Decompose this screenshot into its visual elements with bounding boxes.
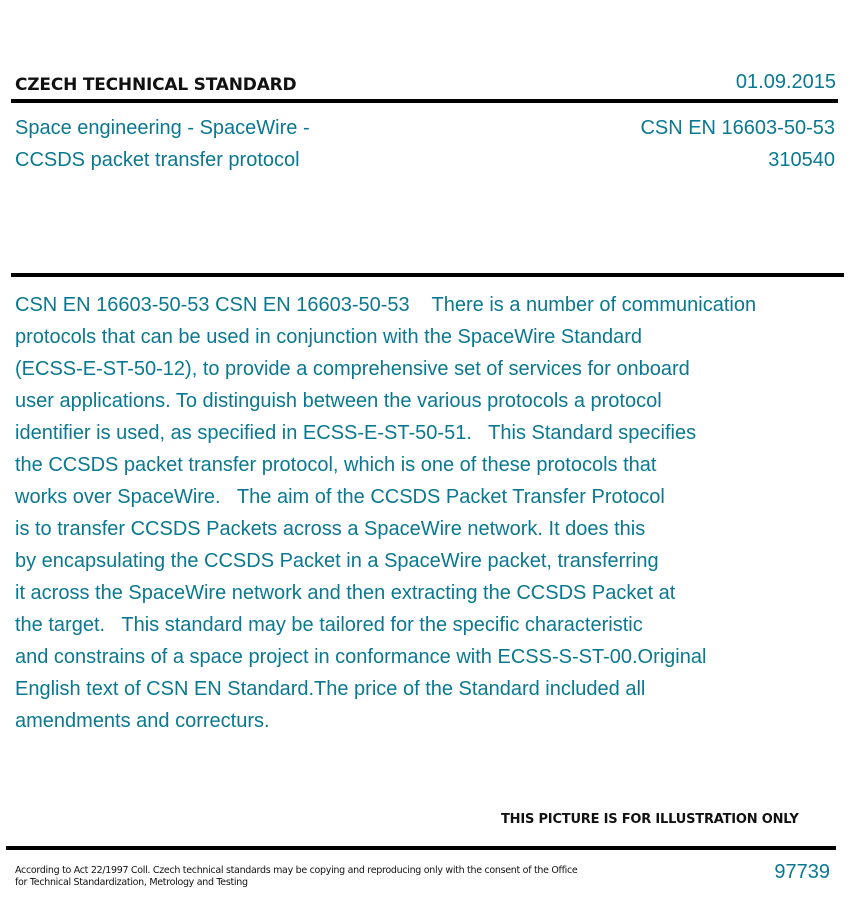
abstract-line: it across the SpaceWire network and then extracting the CCSDS Packet at [15,582,676,604]
footer-divider [6,846,836,850]
subject-title-line-1: Space engineering - SpaceWire - [15,117,310,139]
abstract-line: amendments and correcturs. [15,710,270,732]
abstract-line: the target. This standard may be tailored for the specific characteristic [15,614,643,636]
abstract-line: (ECSS-E-ST-50-12), to provide a comprehensive set of services for onboard [15,358,690,380]
document-number: 97739 [774,861,830,883]
body-divider [11,273,844,277]
abstract-line: user applications. To distinguish between the various protocols a protocol [15,390,662,412]
legal-notice [15,865,577,889]
abstract-line: works over SpaceWire. The aim of the CCSDS Packet Transfer Protocol [15,486,665,508]
abstract-line: identifier is used, as specified in ECSS-E-ST-50-51. This Standard specifies [15,422,697,444]
header-divider [11,99,838,103]
classification-number: 310540 [768,149,835,171]
abstract-line: protocols that can be used in conjunction with the SpaceWire Standard [15,326,643,348]
abstract-text [15,289,830,737]
abstract-line: and constrains of a space project in conformance with ECSS-S-ST-00.Original [15,646,707,668]
illustration-note: THIS PICTURE IS FOR ILLUSTRATION ONLY [501,812,799,827]
abstract-line: CSN EN 16603-50-53 CSN EN 16603-50-53 There is a number of communication [15,294,757,316]
legal-notice-line: for Technical Standardization, Metrology and Testing [15,877,248,888]
abstract-line: by encapsulating the CCSDS Packet in a SpaceWire packet, transferring [15,550,659,572]
standard-type-heading: CZECH TECHNICAL STANDARD [15,75,297,95]
standard-code: CSN EN 16603-50-53 [640,117,835,139]
publication-date: 01.09.2015 [735,71,836,93]
subject-title-line-2: CCSDS packet transfer protocol [15,149,300,171]
abstract-line: English text of CSN EN Standard.The price of the Standard included all [15,678,646,700]
legal-notice-line: According to Act 22/1997 Coll. Czech technical standards may be copying and reproducing only with the consent of the Office [15,865,578,876]
abstract-line: is to transfer CCSDS Packets across a SpaceWire network. It does this [15,518,646,540]
abstract-line: the CCSDS packet transfer protocol, which is one of these protocols that [15,454,657,476]
